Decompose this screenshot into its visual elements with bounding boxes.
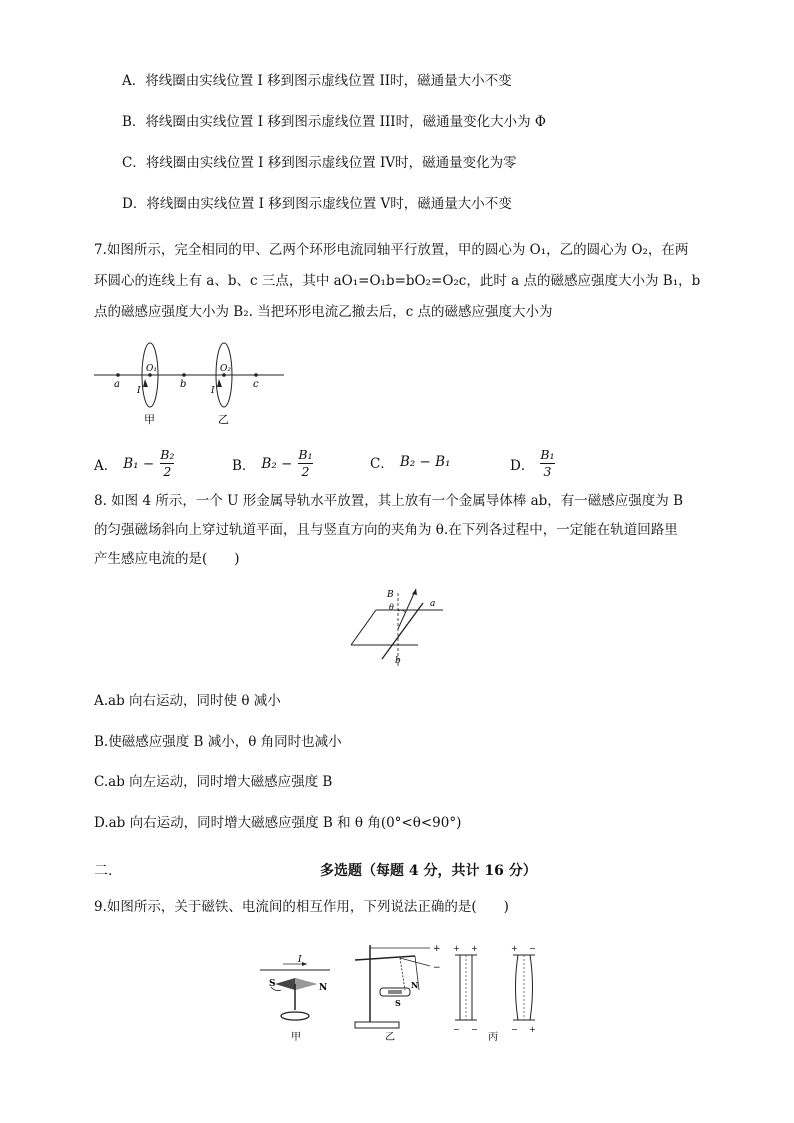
- q8-fig-label-theta: θ: [389, 603, 394, 612]
- q8-option-c: C.ab 向左运动，同时增大磁感应强度 B: [94, 774, 333, 790]
- q9-fig3-plus-4: +: [529, 1025, 536, 1034]
- q7-fig-center1: O₁: [146, 364, 157, 374]
- q7-fig-point-a: a: [114, 379, 120, 390]
- q9-fig-label-s: S: [269, 979, 276, 989]
- q8-stem-line1: 8. 如图 4 所示，一个 U 形金属导轨水平放置，其上放有一个金属导体棒 ab，有一磁感应强度为 B: [94, 493, 683, 509]
- section-title: 多选题（每题 4 分，共计 16 分）: [320, 863, 537, 879]
- q9-fig2-minus: −: [433, 963, 441, 973]
- q9-fig-label-i: I: [298, 955, 302, 965]
- q7-stem-line2: 环圆心的连线上有 a、b、c 三点，其中 aO₁=O₁b=bO₂=O₂c，此时 a 点的磁感应强度大小为 B₁，b: [94, 273, 701, 289]
- q7-stem-line3: 点的磁感应强度大小为 B₂. 当把环形电流乙撤去后，c 点的磁感应强度大小为: [94, 304, 553, 320]
- q7-choice-a: A． B₁ − $\frac{\text{B₂}}{2}$: [94, 447, 175, 479]
- q7-choice-d-fraction: $\frac{\text{B₁}}{3}$: [540, 447, 555, 479]
- q9-fig2-plus: +: [433, 944, 441, 954]
- q7-fig-current-2: I: [211, 386, 215, 396]
- q7-fig-point-c: c: [253, 379, 259, 390]
- q9-fig2-label-s: S: [395, 998, 401, 1008]
- q9-fig3-minus-4: −: [511, 1025, 518, 1034]
- q9-fig-label-bing: 丙: [488, 1032, 498, 1043]
- q7-fig-center2: O₂: [220, 364, 231, 374]
- q7-fig-point-b: b: [180, 379, 187, 390]
- q9-fig3-plus-1: +: [453, 944, 460, 953]
- q7-choice-b-fraction: $\frac{\text{B₁}}{2}$: [298, 447, 313, 479]
- q9-fig2-label-n: N: [411, 980, 419, 990]
- q9-fig-label-yi: 乙: [385, 1032, 395, 1043]
- q9-stem: 9.如图所示，关于磁铁、电流间的相互作用，下列说法正确的是( ): [94, 899, 509, 915]
- section-number: 二.: [94, 863, 113, 879]
- q9-fig3-plus-2: +: [471, 944, 478, 953]
- q6-option-a: A．将线圈由实线位置 I 移到图示虚线位置 II时，磁通量大小不变: [122, 73, 512, 89]
- q8-fig-label-b-field: B: [387, 590, 394, 600]
- q8-rail-field-figure: [348, 585, 448, 670]
- q8-option-b: B.使磁感应强度 B 减小，θ 角同时也减小: [94, 734, 342, 750]
- q7-fig-label-yi: 乙: [218, 413, 229, 426]
- q7-choice-a-fraction: $\frac{\text{B₂}}{2}$: [160, 447, 175, 479]
- q9-magnet-current-figure: [255, 940, 545, 1045]
- q6-option-b: B．将线圈由实线位置 I 移到图示虚线位置 III时，磁通量变化大小为 Φ: [122, 114, 546, 130]
- q9-fig3-minus-1: −: [453, 1025, 460, 1034]
- q9-fig-label-jia: 甲: [291, 1032, 301, 1043]
- q7-stem-line1: 7.如图所示，完全相同的甲、乙两个环形电流同轴平行放置，甲的圆心为 O₁，乙的圆心为 O₂，在两: [94, 242, 689, 258]
- q7-choice-b: B． B₂ − $\frac{\text{B₁}}{2}$: [232, 447, 313, 479]
- q8-fig-label-b: b: [395, 656, 401, 666]
- q6-option-c: C．将线圈由实线位置 I 移到图示虚线位置 IV时，磁通量变化为零: [122, 155, 517, 171]
- q8-stem-line2: 的匀强磁场斜向上穿过轨道平面，且与竖直方向的夹角为 θ.在下列各过程中，一定能在轨道回路里: [94, 522, 678, 538]
- q8-stem-line3: 产生感应电流的是( ): [94, 551, 240, 567]
- q7-ring-currents-figure: [94, 335, 294, 430]
- q7-choice-c: C． B₂ − B₁: [370, 454, 451, 472]
- q9-fig-label-n: N: [319, 983, 328, 993]
- q7-fig-current-1: I: [137, 386, 141, 396]
- q7-fig-label-jia: 甲: [144, 413, 155, 426]
- q9-fig3-plus-3: +: [511, 944, 518, 953]
- q8-option-a: A.ab 向右运动，同时使 θ 减小: [94, 693, 281, 709]
- q9-fig3-minus-2: −: [471, 1025, 478, 1034]
- q7-choice-d: D． $\frac{\text{B₁}}{3}$: [510, 447, 555, 479]
- q8-fig-label-a: a: [430, 599, 436, 609]
- q9-fig3-minus-3: −: [529, 944, 536, 953]
- q8-option-d: D.ab 向右运动，同时增大磁感应强度 B 和 θ 角(0°<θ<90°): [94, 815, 462, 831]
- q6-option-d: D．将线圈由实线位置 I 移到图示虚线位置 V时，磁通量大小不变: [122, 196, 512, 212]
